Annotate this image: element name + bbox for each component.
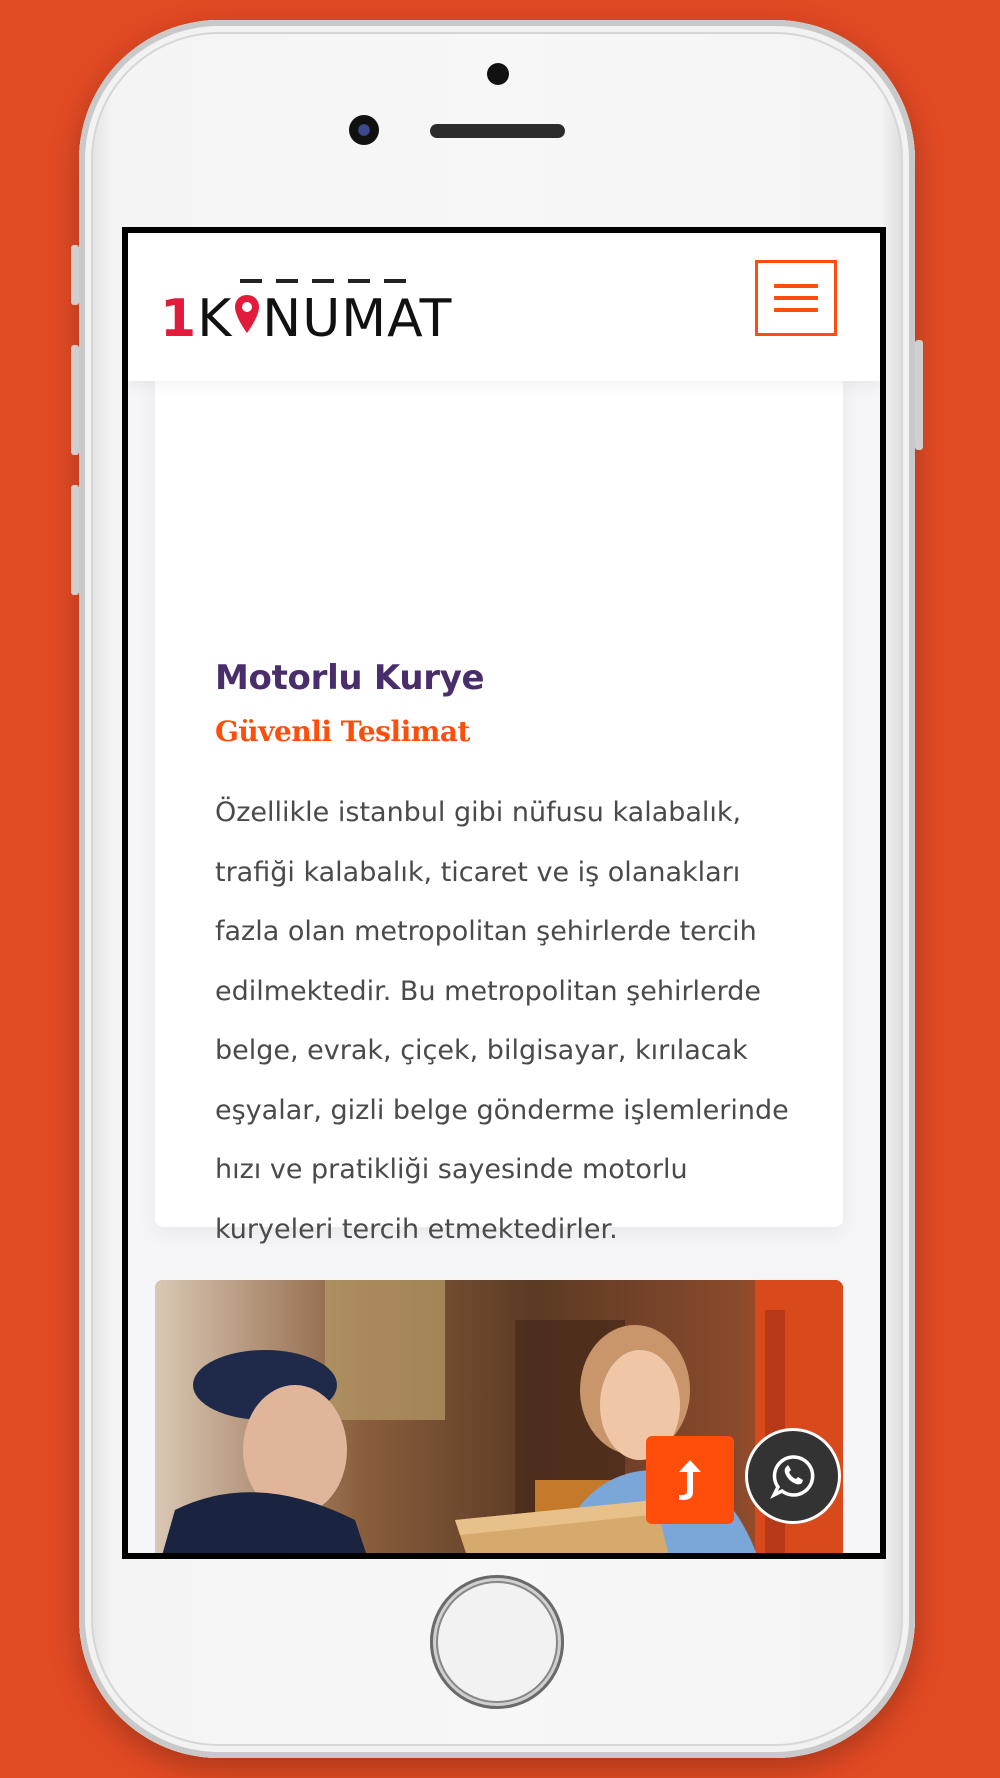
card-description: Özellikle istanbul gibi nüfusu kalabalık, trafiği kalabalık, ticaret ve iş olanakları fazla olan metropolitan şehirlerde tercih edilmektedir. Bu metropolitan şehirlerde belge, evrak, çiçek, bilgisayar, kırılacak eşyalar, gizli belge gönderme işlemlerinde hızı ve pratikliği sayesinde motorlu kuryeleri tercih etmektedirler. (215, 797, 789, 1245)
site-header (128, 233, 880, 381)
phone-power-button (915, 340, 923, 450)
phone-side-button (71, 245, 79, 305)
arrow-up-icon (675, 1458, 705, 1502)
whatsapp-button[interactable] (745, 1428, 841, 1524)
earpiece-speaker (430, 124, 565, 138)
whatsapp-icon (770, 1453, 816, 1499)
courier-delivery-image (155, 1280, 843, 1559)
logo-digit: 1 (160, 289, 198, 349)
front-camera (349, 115, 379, 145)
home-button[interactable] (430, 1575, 564, 1709)
phone-volume-up (71, 345, 79, 455)
courier-delivery-photo (155, 1280, 843, 1559)
logo-rest: NUMAT (262, 289, 453, 349)
card-title: Motorlu Kurye (215, 658, 485, 698)
logo-text (262, 289, 453, 349)
site-logo[interactable] (160, 275, 453, 349)
hamburger-menu-icon (774, 282, 818, 314)
service-card (155, 363, 843, 1245)
proximity-sensor (487, 63, 509, 85)
phone-volume-down (71, 485, 79, 595)
menu-button[interactable] (755, 260, 837, 336)
phone-screen (122, 227, 886, 1559)
logo-letter-k: K (197, 289, 233, 349)
logo-dashes (240, 279, 410, 283)
scroll-to-top-button[interactable] (646, 1436, 734, 1524)
card-subtitle: Güvenli Teslimat (215, 715, 470, 748)
location-pin-icon (233, 289, 261, 345)
